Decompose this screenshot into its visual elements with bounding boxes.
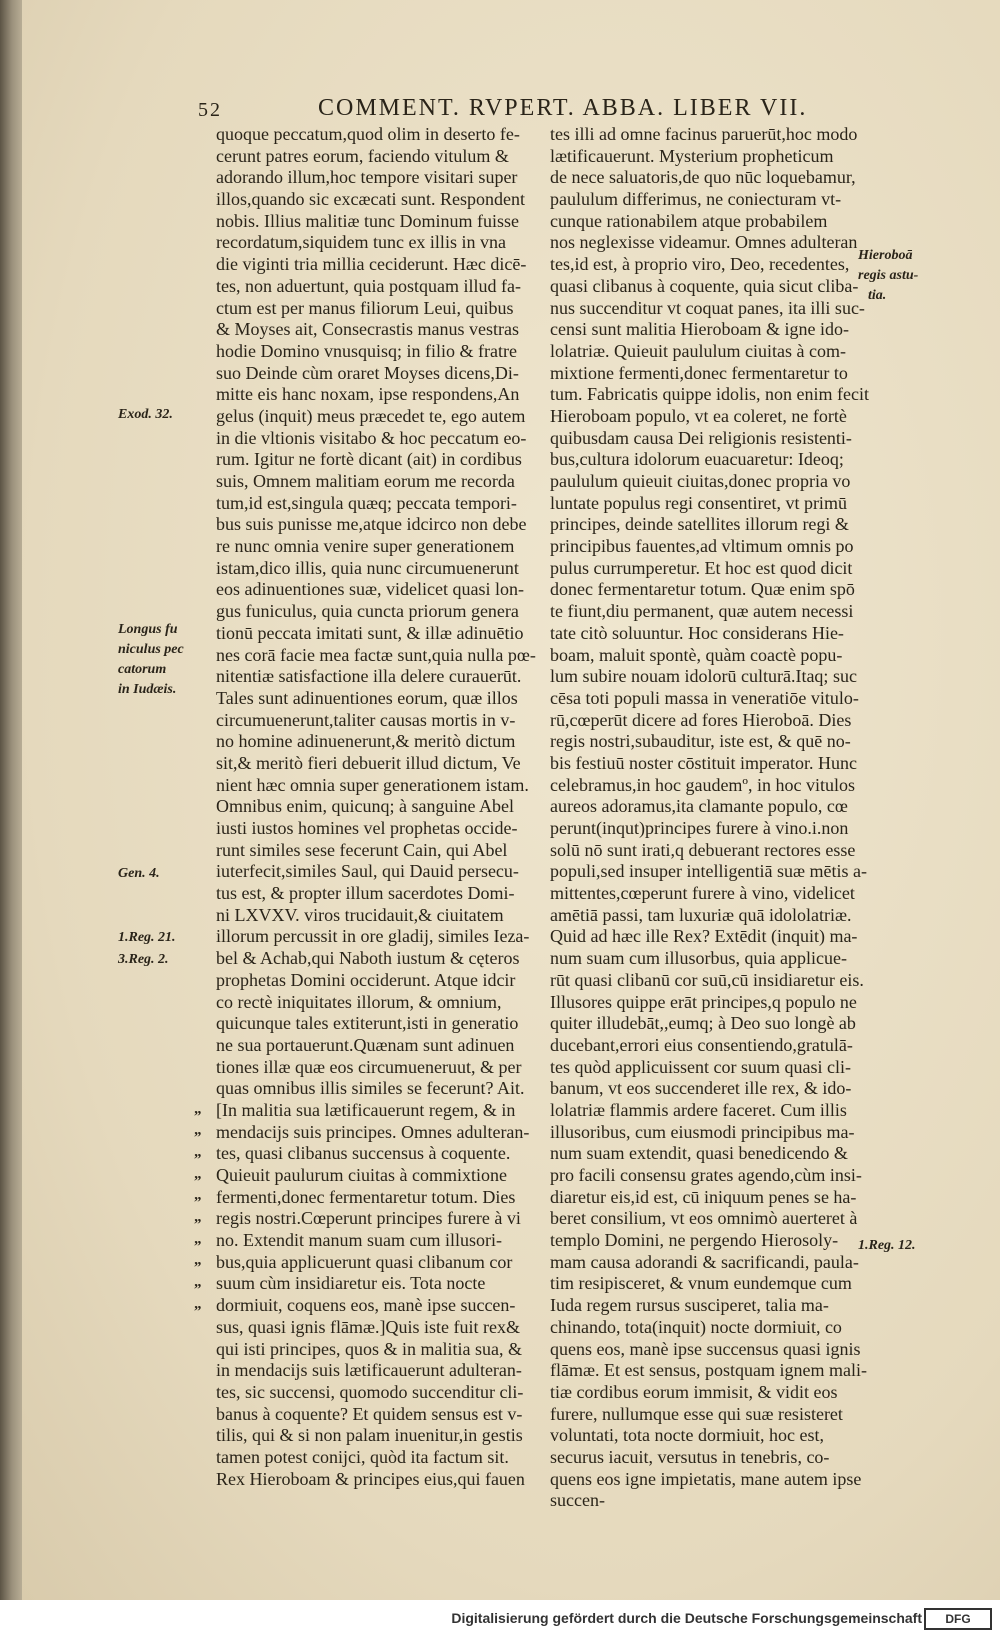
text-line: bus suis punisse me,atque idcirco non debe xyxy=(216,514,527,535)
text-line: sit,& meritò fieri debuerit illud dictum, Ve xyxy=(216,752,521,773)
text-line: solū nō sunt irati,q debuerant rectores esse xyxy=(550,839,856,860)
text-line: banus à coquente? Et quidem sensus est v- xyxy=(216,1403,523,1424)
quote-mark: „ xyxy=(194,1143,202,1160)
text-line: de nece saluatoris,de quo nūc loquebamur, xyxy=(550,167,856,188)
text-line: tes,id est, à proprio viro, Deo, recedentes, xyxy=(550,254,850,275)
text-line: nobis. Illius malitiæ tunc Dominum fuisse xyxy=(216,210,519,231)
text-line: tus est, & propter illum sacerdotes Domi- xyxy=(216,883,515,904)
text-line: mixtione fermenti,donec fermentaretur to xyxy=(550,362,848,383)
text-line: & Moyses ait, Consecrastis manus vestras xyxy=(216,319,519,340)
text-line: pulus currumperetur. Et hoc est quod dicit xyxy=(550,557,853,578)
text-line: voluntati, tota nocte dormiuit, hoc est, xyxy=(550,1425,824,1446)
text-line: furere, nullumque esse qui suæ resisteret xyxy=(550,1403,843,1424)
text-line: quiter illudebāt,,eumq; à Deo suo longè ab xyxy=(550,1013,856,1034)
quote-mark: „ xyxy=(194,1209,202,1225)
text-line: mendacijs suis principes. Omnes adulteran- xyxy=(216,1121,530,1142)
text-line: cerunt patres eorum, faciendo vitulum & xyxy=(216,145,509,166)
text-line: bus,cultura idolorum euacuaretur: Ideoq; xyxy=(550,449,844,470)
text-line: nes corā facie mea factæ sunt,quia nulla pœ- xyxy=(216,644,536,665)
text-line: cunque rationabilem atque probabilem xyxy=(550,210,828,231)
text-line: co rectè iniquitates illorum, & omnium, xyxy=(216,991,502,1012)
text-line: tate citò soluuntur. Hoc considerans Hie- xyxy=(550,622,844,643)
text-line: prophetas Domini occiderunt. Atque idcir xyxy=(216,969,516,990)
text-line: rū,cœperūt dicere ad fores Hieroboā. Dies xyxy=(550,709,852,730)
text-line: Quid ad hæc ille Rex? Extēdit (inquit) ma- xyxy=(550,926,858,947)
text-line: censi sunt malitia Hieroboam & igne ido- xyxy=(550,319,849,340)
text-line: mam causa adorandi & sacrificandi, paula- xyxy=(550,1251,859,1272)
text-line: Iuda regem rursus susciperet, talia ma- xyxy=(550,1295,829,1316)
text-line: eos adinuentiones suæ, videlicet quasi lon- xyxy=(216,579,524,600)
quote-mark: „ xyxy=(194,1252,202,1269)
quote-mark: „ xyxy=(194,1295,202,1312)
text-line: iusti iustos homines vel prophetas occide- xyxy=(216,818,518,838)
margin-note-hieroboam-1: Hieroboā xyxy=(858,248,913,263)
text-line: nos neglexisse videamur. Omnes adulteran xyxy=(550,232,858,253)
text-line: [In malitia sua lætificauerunt regem, & in xyxy=(216,1099,516,1120)
text-line: lum subire nouam idolorū culturā.Itaq; suc xyxy=(550,666,857,687)
funding-credit: Digitalisierung gefördert durch die Deutsche Forschungsgemeinschaft xyxy=(451,1610,922,1626)
text-line: cēsa toti populi massa in veneratiōe vitulo- xyxy=(550,687,859,708)
running-title: COMMENT. RVPERT. ABBA. LIBER VII. xyxy=(318,95,808,121)
text-line: tes, non aduertunt, quia postquam illud fa- xyxy=(216,275,521,296)
text-line: mitte eis hanc noxam, ipse respondens,An xyxy=(216,384,520,405)
text-line: bel & Achab,qui Naboth iustum & cęteros xyxy=(216,948,520,969)
text-line: in mendacijs suis lætificauerunt adulteran- xyxy=(216,1360,522,1381)
text-line: sus, quasi ignis flāmæ.]Quis iste fuit rex& xyxy=(216,1316,520,1337)
book-page xyxy=(22,0,1000,1600)
text-line: principibus fauentes,ad vltimum omnis po xyxy=(550,536,854,557)
text-line: quas omnibus illis similes se fecerunt? Ait. xyxy=(216,1078,525,1099)
text-line: beret consilium, vt eos omnimò auerteret à xyxy=(550,1208,858,1229)
text-line: mittentes,cœperunt furere à vino, videlicet xyxy=(550,883,855,904)
text-line: die viginti tria millia ceciderunt. Hæc dicē- xyxy=(216,254,527,275)
text-line: aureos adoramus,ita clamante populo, cœ xyxy=(550,796,848,817)
text-line: succen- xyxy=(550,1490,605,1511)
text-line: tes, quasi clibanus succensus à coquente. xyxy=(216,1143,511,1164)
text-line: ni LXVXV. viros trucidauit,& ciuitatem xyxy=(216,904,504,925)
text-line: rūt quasi clibanū cor suū,cū insidiaretur eis. xyxy=(550,969,864,990)
text-line: quens eos, manè ipse succensus quasi ignis xyxy=(550,1338,861,1359)
text-line: paululum quieuit ciuitas,donec propria vo xyxy=(550,471,851,491)
footer-strip xyxy=(0,1600,1000,1633)
text-line: securus iacuit, versutus in tenebris, co- xyxy=(550,1446,830,1467)
text-line: lolatriæ. Quieuit paululum ciuitas à com- xyxy=(550,340,846,361)
text-line: regis nostri.Cœperunt principes furere à vi xyxy=(216,1208,521,1229)
text-line: fermenti,donec fermentaretur totum. Dies xyxy=(216,1186,516,1207)
margin-note-reg12: 1.Reg. 12. xyxy=(858,1238,916,1253)
text-line: tilis, qui & si non palam inuenitur,in gestis xyxy=(216,1425,523,1446)
text-line: Tales sunt adinuentiones eorum, quæ illos xyxy=(216,687,518,708)
right-text-column xyxy=(550,124,870,1512)
text-line: banum, vt eos succenderet ille rex, & ido- xyxy=(550,1078,852,1099)
text-line: luntate populus regi consentiret, vt primū xyxy=(550,492,847,513)
text-line: boam, maluit spontè, quàm coactè popu- xyxy=(550,644,843,665)
text-line: quibusdam causa Dei religionis resistenti- xyxy=(550,427,852,448)
text-line: paululum differimus, ne coniecturam vt- xyxy=(550,189,842,210)
quote-mark: „ xyxy=(194,1100,202,1117)
text-line: no. Extendit manum suam cum illusori- xyxy=(216,1230,502,1251)
text-line: ne sua portauerunt.Quænam sunt adinuen xyxy=(216,1034,515,1055)
text-line: tes, sic succensi, quomodo succenditur cli- xyxy=(216,1381,524,1402)
text-line: rum. Igitur ne fortè dicant (ait) in cordibus xyxy=(216,449,522,470)
margin-note-reg2: 3.Reg. 2. xyxy=(118,952,169,967)
text-line: regis nostri,subauditur, iste est, & quē no- xyxy=(550,731,851,752)
text-line: ducebant,errori eius consentiendo,gratulā- xyxy=(550,1034,853,1055)
text-line: quens eos igne impietatis, mane autem ipse xyxy=(550,1468,862,1489)
text-line: chinando, tota(inquit) nocte dormiuit, co xyxy=(550,1316,842,1337)
text-line: istam,dico illis, quia nunc circumuenerunt xyxy=(216,557,519,578)
text-line: diaretur eis,id est, cū iniquum penes se ha- xyxy=(550,1186,857,1207)
text-line: populi,sed insuper intelligentiā suæ mētis a- xyxy=(550,861,867,882)
text-line: num suam cum illusorbus, quia applicue- xyxy=(550,948,847,969)
text-line: templo Domini, ne pergendo Hierosoly- xyxy=(550,1230,839,1251)
text-line: adorando illum,hoc tempore visitari super xyxy=(216,167,518,188)
text-line: lolatriæ flammis ardere faceret. Cum illis xyxy=(550,1099,847,1120)
text-line: recordatum,siquidem tunc ex illis in vna xyxy=(216,232,506,253)
text-line: Hieroboam populo, vt ea coleret, ne fortè xyxy=(550,405,847,426)
text-line: Rex Hieroboam & principes eius,qui fauen xyxy=(216,1468,525,1489)
text-line: nient hæc omnia super generationem istam. xyxy=(216,774,529,795)
text-line: iuterfecit,similes Saul, qui Dauid persecu- xyxy=(216,861,519,882)
text-line: illos,quando sic excæcati sunt. Respondent xyxy=(216,189,525,210)
margin-note-longus-1: Longus fu xyxy=(118,622,178,637)
text-line: gelus (inquit) meus præcedet te, ego autem xyxy=(216,405,526,426)
text-line: principes, deinde satellites illorum regi & xyxy=(550,514,849,535)
text-line: num suam extendit, quasi benedicendo & xyxy=(550,1143,848,1164)
text-line: tiones illæ quæ eos circumueneruut, & per xyxy=(216,1056,522,1077)
text-line: tum. Fabricatis quippe idolis, non enim fecit xyxy=(550,384,869,405)
text-line: dormiuit, coquens eos, manè ipse succen- xyxy=(216,1295,516,1316)
text-line: quasi clibanus à coquente, quia sicut cliba- xyxy=(550,275,859,296)
text-line: quoque peccatum,quod olim in deserto fe- xyxy=(216,124,520,144)
text-line: tes illi ad omne facinus paruerūt,hoc modo xyxy=(550,124,858,144)
text-line: flāmæ. Et est sensus, postquam ignem mali- xyxy=(550,1360,867,1381)
text-line: tum,id est,singula quæq; peccata tempori- xyxy=(216,492,517,513)
text-line: qui isti principes, quos & in malitia sua, & xyxy=(216,1338,522,1359)
text-line: tionū peccata imitati sunt, & illæ adinuētio xyxy=(216,622,524,643)
text-line: tim resipisceret, & vnum eundemque cum xyxy=(550,1273,852,1294)
margin-note-longus-4: in Iudæis. xyxy=(118,682,177,697)
margin-note-exod: Exod. 32. xyxy=(118,407,173,422)
quote-mark: „ xyxy=(194,1274,202,1291)
margin-note-gen: Gen. 4. xyxy=(118,866,160,881)
text-line: amētiā passi, tam luxuriæ quā idololatriæ. xyxy=(550,904,852,925)
text-line: gus funiculus, quia cuncta priorum genera xyxy=(216,601,519,622)
quote-mark: „ xyxy=(194,1165,202,1182)
text-line: lætificauerunt. Mysterium propheticum xyxy=(550,145,834,166)
text-line: tamen potest conijci, quòd ita factum sit. xyxy=(216,1446,509,1467)
text-line: re nunc omnia venire super generationem xyxy=(216,536,515,557)
text-line: ctum est per manus filiorum Leui, quibus xyxy=(216,297,514,318)
text-line: circumuenerunt,taliter causas mortis in v- xyxy=(216,709,516,730)
quote-mark: „ xyxy=(194,1122,202,1139)
margin-note-longus-3: catorum xyxy=(118,662,167,677)
text-line: suis, Omnem malitiam eorum me recorda xyxy=(216,471,515,491)
page-number: 52 xyxy=(198,99,222,121)
margin-note-hieroboam-2: regis astu- xyxy=(858,268,919,283)
text-line: nus succenditur vt coquat panes, ita illi suc- xyxy=(550,297,865,318)
text-line: Omnibus enim, quicunq; à sanguine Abel xyxy=(216,796,514,817)
text-line: perunt(inqut)principes furere à vino.i.non xyxy=(550,818,849,838)
text-line: hodie Domino vnusquisq; in filio & fratre xyxy=(216,340,517,361)
text-line: tes quòd applicuissent cor suum quasi cli- xyxy=(550,1056,851,1077)
text-line: tiæ cordibus eorum immisit, & vidit eos xyxy=(550,1381,838,1402)
text-line: suum cùm insidiaretur eis. Tota nocte xyxy=(216,1273,486,1294)
text-line: Quieuit paulurum ciuitas à commixtione xyxy=(216,1165,507,1185)
text-line: bus,quia applicuerunt quasi clibanum cor xyxy=(216,1251,513,1272)
text-line: suo Deinde cùm oraret Moyses dicens,Di- xyxy=(216,362,519,383)
margin-note-reg21: 1.Reg. 21. xyxy=(118,930,176,945)
text-line: runt similes sese fecerunt Cain, qui Abel xyxy=(216,839,508,860)
quote-mark: „ xyxy=(194,1187,202,1204)
text-line: donec fermentaretur totum. Quæ enim spō xyxy=(550,579,855,600)
text-line: celebramus,in hoc gaudemº, in hoc vitulos xyxy=(550,774,856,795)
text-line: in die vltionis visitabo & hoc peccatum eo- xyxy=(216,427,527,448)
text-line: illorum percussit in ore gladij, similes Ieza- xyxy=(216,926,530,947)
left-text-column xyxy=(216,124,536,1490)
text-line: nitentiæ satisfactione illa delere curauerūt. xyxy=(216,666,522,687)
text-line: illusoribus, cum eiusmodi principibus ma- xyxy=(550,1121,855,1142)
text-line: no homine adinuenerunt,& meritò dictum xyxy=(216,731,516,752)
quote-mark: „ xyxy=(194,1230,202,1247)
text-line: te fiunt,diu permanent, quæ autem necessi xyxy=(550,601,854,622)
dfg-logo: DFG xyxy=(924,1608,992,1630)
margin-note-hieroboam-3: tia. xyxy=(868,288,887,303)
text-line: pro facili consensu grates agendo,cùm insi- xyxy=(550,1165,862,1185)
text-line: bis festiuū noster cōstituit imperator. Hunc xyxy=(550,752,857,773)
text-line: quicunque tales extiterunt,isti in generatio xyxy=(216,1013,519,1034)
text-line: Illusores quippe erāt principes,q populo ne xyxy=(550,991,857,1012)
margin-note-longus-2: niculus pec xyxy=(118,642,184,657)
